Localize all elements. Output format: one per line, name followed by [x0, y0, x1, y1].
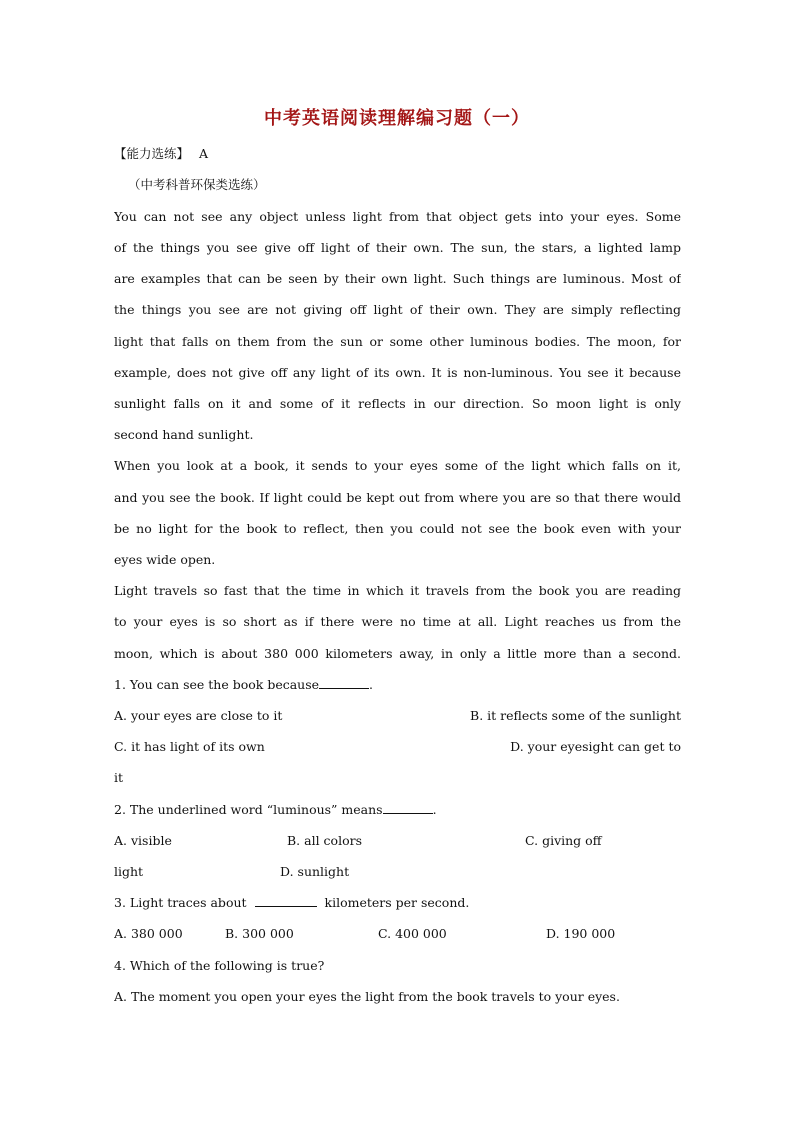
passage-line: You can not see any object unless light from that object gets into your eyes. Some [114, 209, 681, 224]
section-label: 【能力选练】 [114, 146, 190, 161]
passage-line: sunlight falls on it and some of it reflects in our direction. So moon light is only [114, 396, 681, 411]
q2-option-c: C. giving off [525, 833, 602, 848]
answer-blank [383, 800, 433, 814]
question-2-options-row-2 [114, 862, 681, 893]
question-2-end: . [432, 802, 437, 817]
q3-option-d: D. 190 000 [546, 926, 616, 941]
question-3-text: 3. Light traces about [114, 895, 247, 910]
q3-option-c: C. 400 000 [378, 926, 447, 941]
subheading: （中考科普环保类选练） [128, 177, 266, 192]
passage-line: are examples that can be seen by their own light. Such things are luminous. Most of [114, 271, 681, 286]
q1-option-a: A. your eyes are close to it [114, 708, 283, 723]
passage-line: When you look at a book, it sends to your eyes some of the light which falls on it, [114, 458, 681, 473]
question-1-options-row-1 [114, 706, 681, 737]
question-2-stem [114, 800, 681, 831]
question-3-stem [114, 893, 681, 924]
question-2-options-row-1 [114, 831, 681, 862]
q1-option-d: D. your eyesight can get to [510, 739, 681, 754]
answer-blank [255, 893, 317, 907]
q3-option-a: A. 380 000 [114, 926, 183, 941]
question-1-text: 1. You can see the book because [114, 677, 320, 692]
passage-line: of the things you see give off light of their own. The sun, the stars, a lighted lamp [114, 240, 681, 255]
passage-line: to your eyes is so short as if there were no time at all. Light reaches us from the [114, 614, 681, 629]
question-4-stem: 4. Which of the following is true? [114, 958, 325, 973]
question-2-text: 2. The underlined word “luminous” means [114, 802, 383, 817]
question-1-stem [114, 675, 681, 706]
q4-option-a: A. The moment you open your eyes the light from the book travels to your eyes. [114, 989, 620, 1004]
q1-option-b: B. it reflects some of the sunlight [470, 708, 681, 723]
question-3-options [114, 924, 681, 955]
document-title: 中考英语阅读理解编习题（一） [264, 108, 530, 129]
passage-line: light that falls on them from the sun or some other luminous bodies. The moon, for [114, 334, 681, 349]
q1-option-c: C. it has light of its own [114, 739, 265, 754]
section-heading [114, 144, 681, 175]
question-1-end: . [369, 677, 374, 692]
question-3-end: kilometers per second. [324, 895, 470, 910]
passage-line: moon, which is about 380 000 kilometers away, in only a little more than a second. [114, 646, 681, 661]
passage-line: the things you see are not giving off light of their own. They are simply reflecting [114, 302, 681, 317]
passage-line: eyes wide open. [114, 552, 216, 567]
q3-option-b: B. 300 000 [225, 926, 294, 941]
passage-line: and you see the book. If light could be kept out from where you are so that there would [114, 490, 681, 505]
passage-line: example, does not give off any light of its own. It is non-luminous. You see it because [114, 365, 681, 380]
q2-option-a: A. visible [114, 833, 172, 848]
passage-line: be no light for the book to reflect, then you could not see the book even with your [114, 521, 681, 536]
section-letter: A [199, 146, 209, 161]
q2-option-c-continued: light [114, 864, 144, 879]
q2-option-d: D. sunlight [280, 864, 350, 879]
passage-line: Light travels so fast that the time in which it travels from the book you are reading [114, 583, 681, 598]
q2-option-b: B. all colors [287, 833, 362, 848]
question-1-options-row-2 [114, 737, 681, 768]
answer-blank [319, 675, 369, 689]
passage-line: second hand sunlight. [114, 427, 254, 442]
q1-option-d-continued: it [114, 770, 124, 785]
